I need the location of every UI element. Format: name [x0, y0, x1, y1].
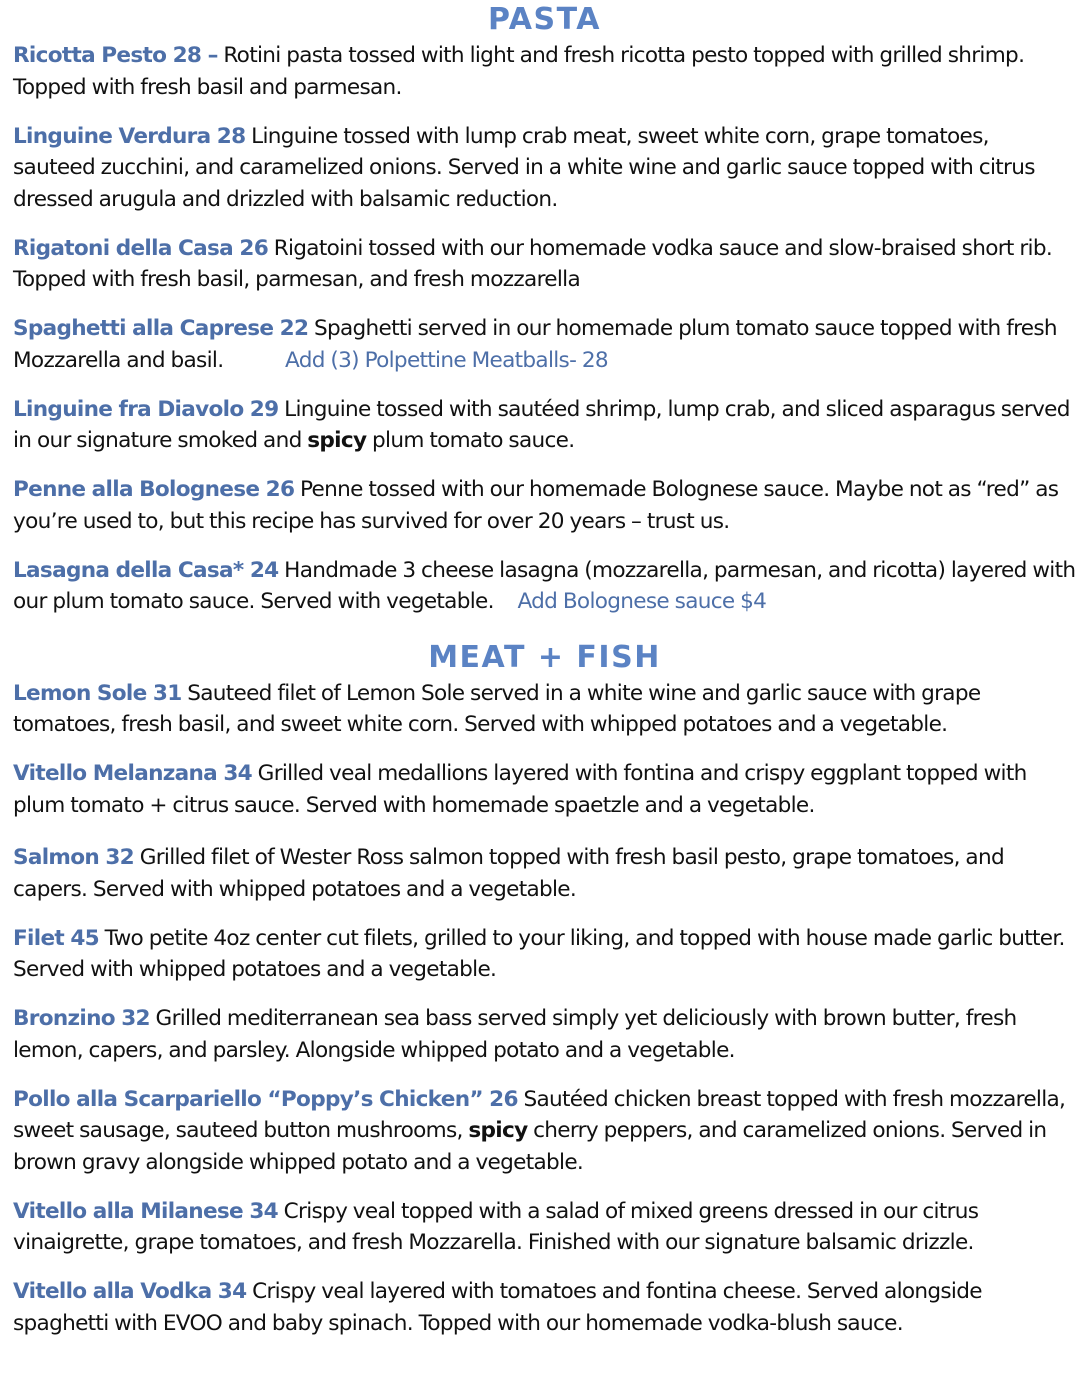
menu-item	[13, 1196, 1076, 1259]
item-name: Spaghetti alla Caprese 22	[13, 316, 309, 341]
item-name: Linguine fra Diavolo 29	[13, 396, 279, 422]
meat-fish-section-title: MEAT + FISH	[428, 639, 661, 675]
menu-item	[13, 758, 1076, 821]
menu-item	[13, 678, 1076, 741]
item-description: Spaghetti served in our homemade plum tomato sauce topped with fresh Mozzarella and basil.	[13, 316, 1057, 373]
item-name: Vitello Melanzana 34	[13, 761, 252, 786]
item-name: Linguine Verdura 28	[13, 123, 246, 149]
spicy-emphasis: spicy	[307, 428, 367, 453]
menu-item	[13, 842, 1076, 905]
item-name: Filet 45	[13, 925, 99, 951]
menu-item	[13, 555, 1076, 618]
menu-item	[13, 313, 1076, 376]
item-description: Sautéed chicken breast topped with fresh mozzarella, sweet sausage, sauteed button mushrooms,	[13, 1086, 1066, 1143]
item-name: Ricotta Pesto 28 –	[13, 43, 218, 68]
item-description: Grilled veal medallions layered with fontina and crispy eggplant topped with plum tomato + citrus sauce. Served with homemade spaetzle and a vegetable.	[13, 761, 1027, 818]
item-description-cont: plum tomato sauce.	[372, 428, 575, 453]
item-name: Penne alla Bolognese 26	[13, 477, 295, 502]
item-description-cont: cherry peppers, and caramelized onions. Served in brown gravy alongside whipped potato and a vegetable.	[13, 1118, 1047, 1175]
item-description: Two petite 4oz center cut filets, grilled to your liking, and topped with house made garlic butter. Served with whipped potatoes and a vegetable.	[13, 925, 1065, 982]
item-description: Crispy veal layered with tomatoes and fontina cheese. Served alongside spaghetti with EVOO and baby spinach. Topped with our homemade vodka-blush sauce.	[13, 1279, 982, 1336]
item-description: Handmade 3 cheese lasagna (mozzarella, parmesan, and ricotta) layered with our plum tomato sauce. Served with vegetable.	[13, 557, 1076, 614]
item-description: Penne tossed with our homemade Bolognese sauce. Maybe not as “red” as you’re used to, but this recipe has survived for over 20 years – trust us.	[13, 477, 1059, 534]
item-name: Vitello alla Milanese 34	[13, 1198, 278, 1224]
item-name: Lemon Sole 31	[13, 680, 182, 706]
item-description: Rigatoini tossed with our homemade vodka sauce and slow-braised short rib. Topped with fresh basil, parmesan, and fresh mozzarella	[13, 235, 1052, 292]
item-description: Linguine tossed with lump crab meat, sweet white corn, grape tomatoes, sauteed zucchini, and caramelized onions. Served in a white wine and garlic sauce topped with citrus dressed arugula and drizzled with balsamic reduction.	[13, 123, 1035, 212]
item-name: Vitello alla Vodka 34	[13, 1279, 247, 1304]
menu-item	[13, 394, 1076, 457]
menu-item	[13, 1003, 1076, 1066]
item-name: Bronzino 32	[13, 1006, 150, 1031]
menu-item	[13, 121, 1076, 216]
item-description: Grilled filet of Wester Ross salmon topped with fresh basil pesto, grape tomatoes, and capers. Served with whipped potatoes and a vegetable.	[13, 845, 1004, 902]
item-description: Crispy veal topped with a salad of mixed greens dressed in our citrus vinaigrette, grape tomatoes, and fresh Mozzarella. Finished with our signature balsamic drizzle.	[13, 1198, 979, 1255]
pasta-section-title: PASTA	[488, 2, 601, 37]
menu-item	[13, 40, 1076, 103]
item-name: Rigatoni della Casa 26	[13, 235, 269, 261]
item-description: Sauteed filet of Lemon Sole served in a white wine and garlic sauce with grape tomatoes, fresh basil, and sweet white corn. Served with whipped potatoes and a vegetable.	[13, 680, 981, 737]
menu-item	[13, 474, 1076, 537]
item-description: Rotini pasta tossed with light and fresh ricotta pesto topped with grilled shrimp. Topped with fresh basil and parmesan.	[13, 43, 1025, 100]
item-description: Grilled mediterranean sea bass served simply yet deliciously with brown butter, fresh lemon, capers, and parsley. Alongside whipped potato and a vegetable.	[13, 1006, 1017, 1063]
spicy-emphasis: spicy	[468, 1118, 528, 1143]
item-addon: Add Bolognese sauce $4	[517, 589, 767, 614]
item-name: Lasagna della Casa* 24	[13, 557, 279, 583]
menu-item	[13, 233, 1076, 296]
menu-item	[13, 1084, 1076, 1179]
item-addon: Add (3) Polpettine Meatballs- 28	[285, 347, 608, 373]
menu-item	[13, 923, 1076, 986]
item-description: Linguine tossed with sautéed shrimp, lump crab, and sliced asparagus served in our signature smoked and	[13, 396, 1070, 453]
item-name: Salmon 32	[13, 845, 135, 870]
menu-item	[13, 1276, 1076, 1339]
item-name: Pollo alla Scarpariello “Poppy’s Chicken” 26	[13, 1086, 518, 1112]
